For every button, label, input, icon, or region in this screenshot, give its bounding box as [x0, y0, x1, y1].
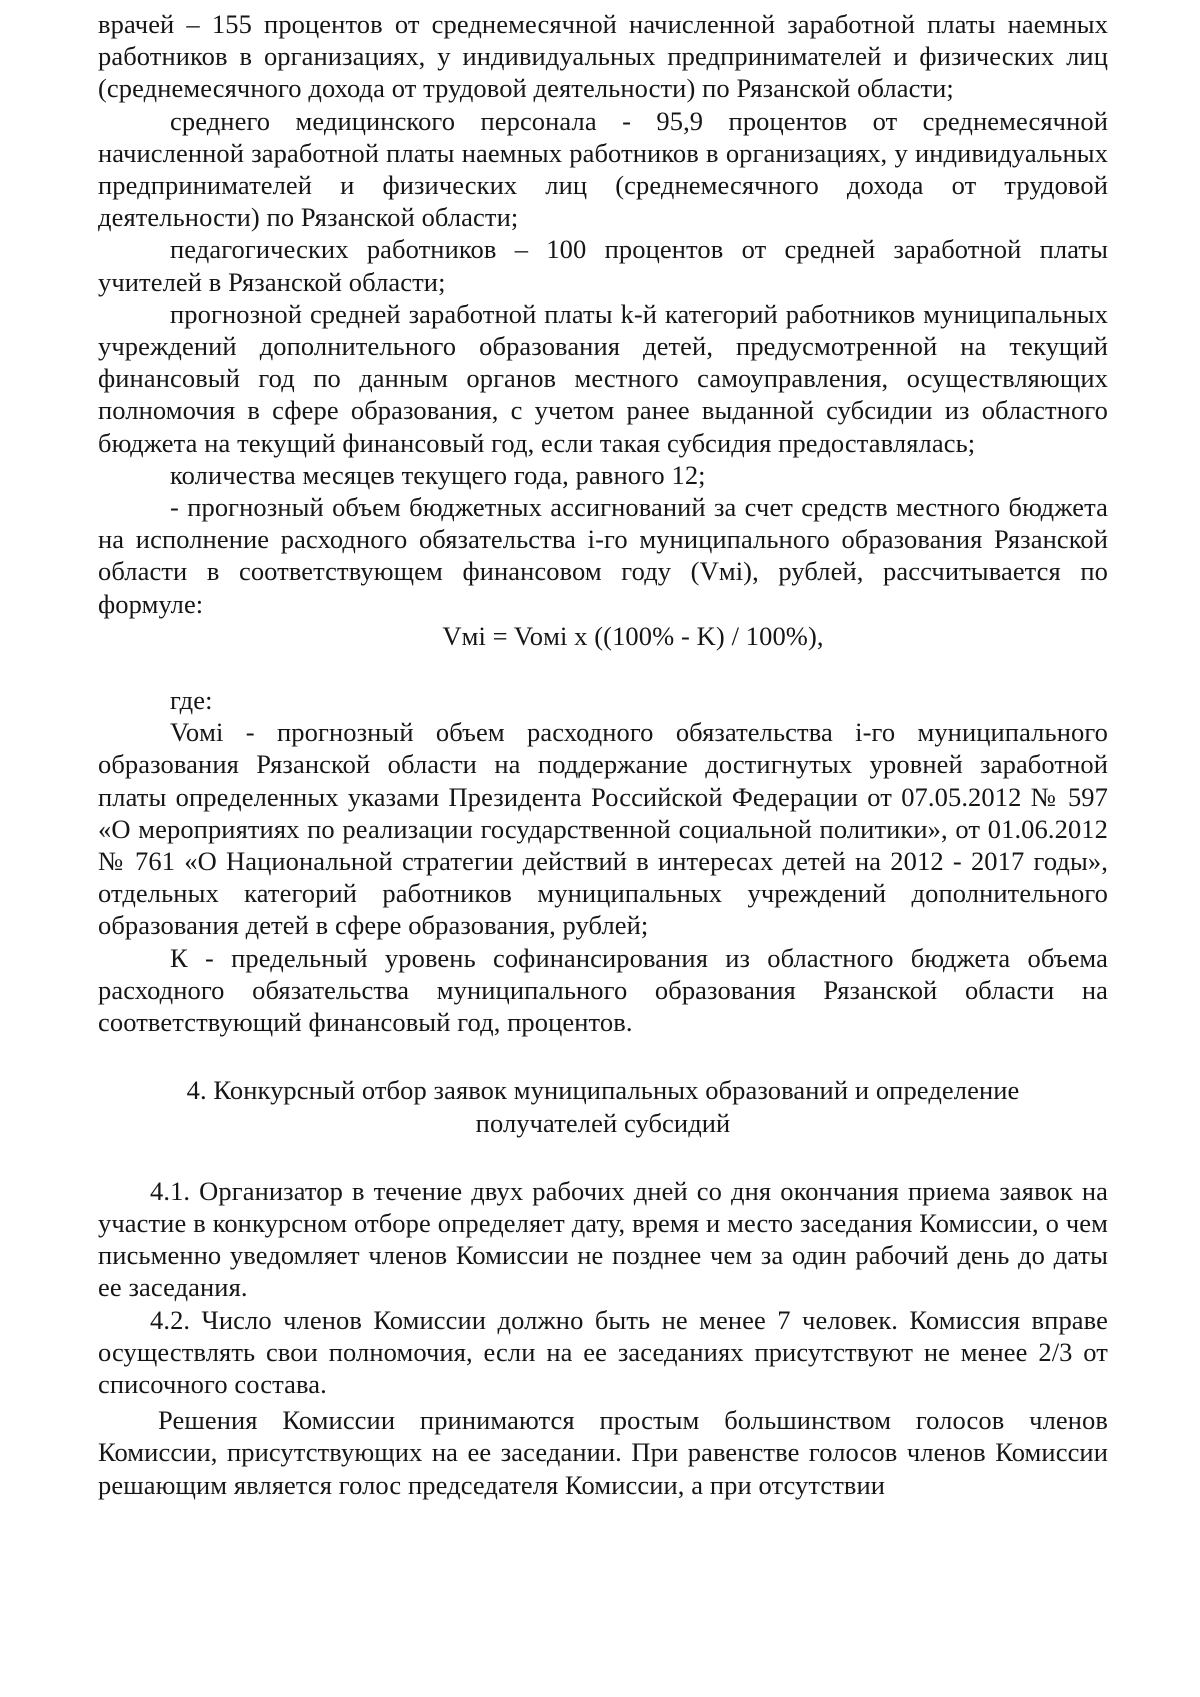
- paragraph-doctors: врачей – 155 процентов от среднемесячной начисленной заработной платы наемных работников в организациях, у индивидуальных предпринимателей и физических лиц (среднемесячного дохода от трудовой деятельности) по Рязанской области;: [98, 9, 1108, 104]
- spacer: [98, 652, 1108, 684]
- definition-vomi: Voмi - прогнозный объем расходного обязательства i-го муниципального образования Рязанской области на поддержание достигнутых уровней заработной платы определенных указами Президента Российской Федерации от 07.05.2012 № 597 «О мероприятиях по реализации государственной социальной политики», от 01.06.2012 № 761 «О Национальной стратегии действий в интересах детей на 2012 - 2017 годы», отдельных категорий работников муниципальных учреждений дополнительного образования детей в сфере образования, рублей;: [98, 717, 1108, 941]
- section-heading: 4. Конкурсный отбор заявок муниципальных образований и определение получателей субсидий: [186, 1075, 1020, 1138]
- paragraph-budget-allocation: - прогнозный объем бюджетных ассигнований за счет средств местного бюджета на исполнение расходного обязательства i-го муниципального образования Рязанской области в соответствующем финансовом году (Vмi), рублей, рассчитывается по формуле:: [98, 492, 1108, 619]
- definition-k: К - предельный уровень софинансирования из областного бюджета объема расходного обязательства муниципального образования Рязанской области на соответствующий финансовый год, процентов.: [98, 942, 1108, 1038]
- document-page: [98, 8, 1108, 1501]
- where-label: где:: [170, 685, 213, 716]
- formula: Vмi = Voмi x ((100% - K) / 100%),: [442, 620, 824, 651]
- paragraph-forecast-salary: прогнозной средней заработной платы k-й категорий работников муниципальных учреждений дополнительного образования детей, предусмотренной на текущий финансовый год по данным органов местного самоуправления, осуществляющих полномочия в сфере образования, с учетом ранее выданной субсидии из областного бюджета на текущий финансовый год, если такая субсидия предоставлялась;: [98, 298, 1108, 458]
- paragraph-4-2: 4.2. Число членов Комиссии должно быть не менее 7 человек. Комиссия вправе осуществлять свои полномочия, если на ее заседаниях присутствуют не менее 2/3 от списочного состава.: [98, 1304, 1108, 1399]
- spacer: [98, 1038, 1108, 1074]
- paragraph-teachers: педагогических работников – 100 процентов от средней заработной платы учителей в Рязанской области;: [98, 234, 1108, 297]
- paragraph-4-1: 4.1. Организатор в течение двух рабочих дней со дня окончания приема заявок на участие в конкурсном отборе определяет дату, время и место заседания Комиссии, о чем письменно уведомляет членов Комиссии не позднее чем за один рабочий день до даты ее заседания.: [98, 1175, 1108, 1303]
- paragraph-decisions: Решения Комиссии принимаются простым большинством голосов членов Комиссии, присутствующих на ее заседании. При равенстве голосов членов Комиссии решающим является голос председателя Комиссии, а при отсутствии: [98, 1405, 1108, 1500]
- paragraph-medical-staff: среднего медицинского персонала - 95,9 процентов от среднемесячной начисленной заработной платы наемных работников в организациях, у индивидуальных предпринимателей и физических лиц (среднемесячного дохода от трудовой деятельности) по Рязанской области;: [98, 105, 1108, 233]
- spacer: [98, 1139, 1108, 1175]
- paragraph-months: количества месяцев текущего года, равного 12;: [170, 459, 706, 490]
